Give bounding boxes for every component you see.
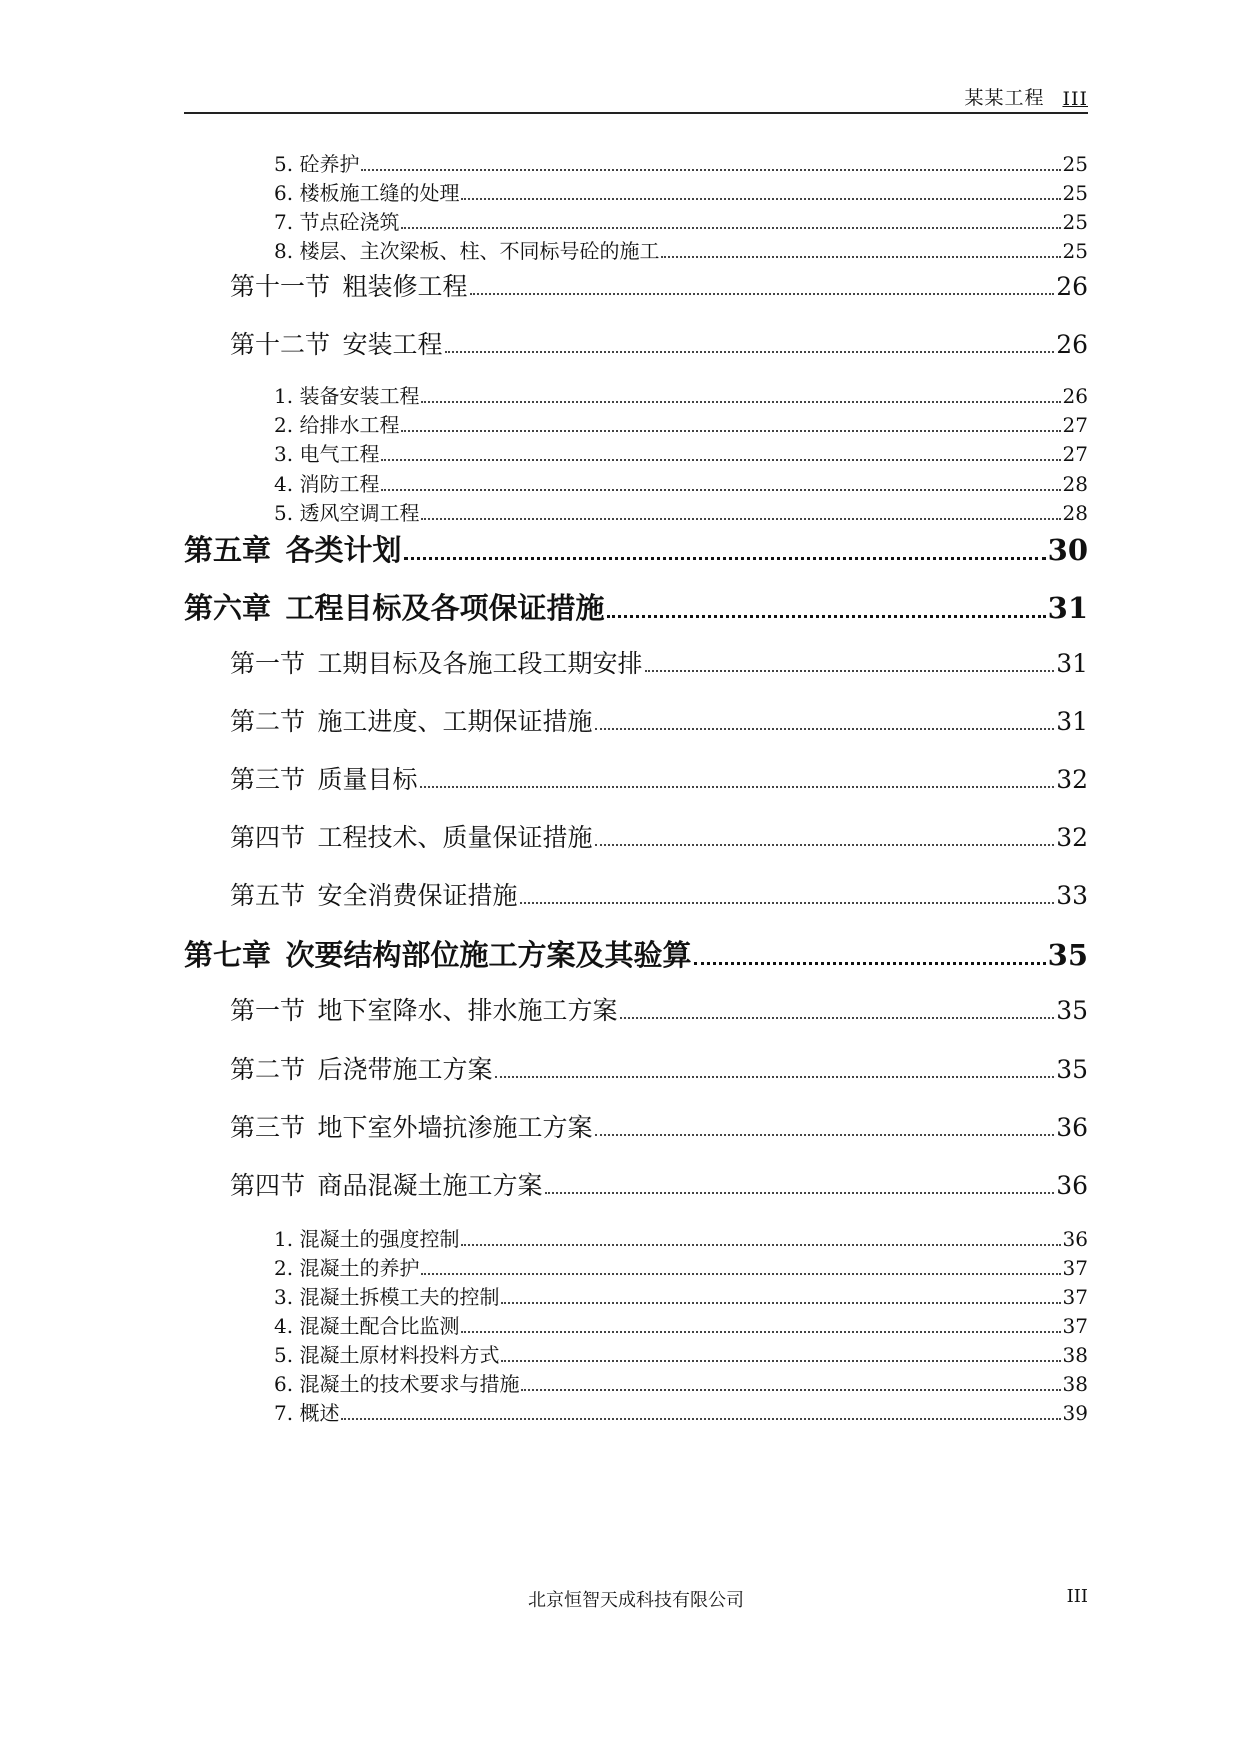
toc-entry-level2[interactable] [184, 267, 1088, 303]
toc-entry-number: 第三节 [230, 1113, 306, 1142]
toc-entry-level2[interactable] [184, 325, 1088, 361]
toc-entry-page: 33 [1056, 881, 1088, 910]
dot-leader [361, 168, 1060, 171]
toc-entry-title [274, 177, 459, 206]
toc-entry-number: 3. [274, 1285, 294, 1309]
toc-entry-title [230, 1108, 593, 1144]
header-title: 某某工程 [964, 87, 1045, 109]
toc-entry-text: 混凝土的技术要求与措施 [299, 1372, 520, 1396]
toc-entry-text: 消防工程 [299, 472, 380, 496]
toc-entry-text: 混凝土原材料投料方式 [299, 1343, 500, 1367]
header-page-number: III [1062, 88, 1088, 110]
toc-entry-page: 38 [1062, 1343, 1088, 1367]
toc-entry-page: 27 [1062, 413, 1088, 437]
toc-entry-title [274, 148, 359, 177]
dot-leader [401, 226, 1060, 229]
toc-entry-title [230, 325, 443, 361]
toc-entry-title [274, 206, 399, 235]
dot-leader [341, 1417, 1060, 1420]
toc-entry-title [274, 1281, 499, 1310]
toc-entry-text: 工期目标及各施工段工期安排 [317, 649, 643, 678]
toc-entry-level2[interactable] [184, 702, 1088, 738]
dot-leader [645, 669, 1055, 672]
toc-entry-level3[interactable] [184, 148, 1088, 177]
toc-entry-title [274, 1339, 499, 1368]
toc-entry-number: 1. [274, 1227, 294, 1251]
dot-leader [421, 1272, 1060, 1275]
toc-entry-page: 25 [1062, 181, 1088, 205]
toc-entry-title [274, 235, 659, 264]
toc-entry-number: 7. [274, 1401, 294, 1425]
toc-entry-level3[interactable] [184, 497, 1088, 526]
toc-entry-number: 4. [274, 472, 294, 496]
toc-entry-text: 后浇带施工方案 [317, 1055, 493, 1084]
toc-entry-number: 第十二节 [230, 330, 331, 359]
toc-entry-page: 35 [1047, 938, 1088, 972]
page-header [184, 86, 1088, 114]
dot-leader [545, 1191, 1055, 1194]
toc-entry-title [184, 933, 692, 974]
dot-leader [461, 1243, 1060, 1246]
toc-entry-number: 第一节 [230, 649, 306, 678]
toc-entry-level2[interactable] [184, 1166, 1088, 1202]
toc-entry-level3[interactable] [184, 1281, 1088, 1310]
toc-entry-text: 给排水工程 [299, 413, 400, 437]
toc-entry-title [230, 991, 618, 1027]
toc-entry-text: 透风空调工程 [299, 501, 420, 525]
toc-entry-number: 4. [274, 1314, 294, 1338]
toc-entry-page: 37 [1062, 1256, 1088, 1280]
toc-entry-title [274, 409, 399, 438]
toc-entry-level3[interactable] [184, 1310, 1088, 1339]
toc-entry-text: 安装工程 [342, 330, 443, 359]
dot-leader [520, 901, 1055, 904]
dot-leader [694, 961, 1046, 965]
toc-entry-text: 装备安装工程 [299, 384, 420, 408]
toc-entry-text: 商品混凝土施工方案 [317, 1171, 543, 1200]
toc-entry-number: 第六章 [184, 591, 272, 625]
toc-entry-page: 38 [1062, 1372, 1088, 1396]
dot-leader [595, 1133, 1055, 1136]
toc-entry-page: 25 [1062, 210, 1088, 234]
toc-entry-number: 8. [274, 239, 294, 263]
toc-entry-title [274, 468, 379, 497]
toc-entry-level1[interactable] [184, 933, 1088, 974]
toc-entry-number: 6. [274, 181, 294, 205]
toc-entry-title [230, 876, 518, 912]
toc-entry-text: 地下室外墙抗渗施工方案 [317, 1113, 593, 1142]
dot-leader [461, 1330, 1060, 1333]
toc-entry-title [230, 644, 643, 680]
toc-entry-page: 27 [1062, 442, 1088, 466]
toc-entry-page: 36 [1056, 1171, 1088, 1200]
toc-entry-page: 25 [1062, 152, 1088, 176]
footer-page-number: III [1066, 1586, 1088, 1607]
toc-entry-text: 楼板施工缝的处理 [299, 181, 460, 205]
dot-leader [404, 556, 1046, 560]
footer-company: 北京恒智天成科技有限公司 [528, 1590, 744, 1611]
toc-entry-page: 26 [1062, 384, 1088, 408]
toc-entry-text: 地下室降水、排水施工方案 [317, 996, 618, 1025]
toc-entry-level2[interactable] [184, 876, 1088, 912]
toc-entry-level1[interactable] [184, 528, 1088, 569]
dot-leader [521, 1388, 1060, 1391]
toc-entry-title [230, 1050, 493, 1086]
toc-entry-title [274, 1397, 339, 1426]
toc-entry-title [184, 528, 402, 569]
toc-entry-level2[interactable] [184, 1108, 1088, 1144]
toc-entry-text: 混凝土配合比监测 [299, 1314, 460, 1338]
toc-entry-page: 36 [1062, 1227, 1088, 1251]
toc-entry-page: 32 [1056, 823, 1088, 852]
toc-entry-level3[interactable] [184, 409, 1088, 438]
toc-entry-page: 31 [1056, 649, 1088, 678]
dot-leader [445, 350, 1055, 353]
toc-entry-number: 第二节 [230, 707, 306, 736]
toc-entry-text: 质量目标 [317, 765, 418, 794]
toc-entry-text: 次要结构部位施工方案及其验算 [285, 938, 692, 972]
dot-leader [495, 1075, 1055, 1078]
toc-entry-number: 1. [274, 384, 294, 408]
toc-entry-title [230, 267, 468, 303]
toc-entry-page: 32 [1056, 765, 1088, 794]
toc-entry-page: 28 [1062, 501, 1088, 525]
dot-leader [620, 1016, 1055, 1019]
toc-entry-text: 施工进度、工期保证措施 [317, 707, 593, 736]
toc-entry-page: 25 [1062, 239, 1088, 263]
toc-entry-number: 第五节 [230, 881, 306, 910]
dot-leader [501, 1301, 1060, 1304]
toc-entry-number: 第二节 [230, 1055, 306, 1084]
toc-entry-page: 30 [1047, 533, 1088, 567]
dot-leader [421, 400, 1060, 403]
toc-entry-level3[interactable] [184, 438, 1088, 467]
dot-leader [661, 255, 1060, 258]
toc-entry-number: 第四节 [230, 823, 306, 852]
toc-entry-number: 第一节 [230, 996, 306, 1025]
toc-entry-page: 37 [1062, 1314, 1088, 1338]
toc-entry-title [274, 497, 419, 526]
toc-entry-level3[interactable] [184, 1368, 1088, 1397]
toc-entry-level3[interactable] [184, 468, 1088, 497]
toc-entry-number: 2. [274, 1256, 294, 1280]
toc-entry-text: 概述 [299, 1401, 340, 1425]
toc-entry-page: 28 [1062, 472, 1088, 496]
toc-entry-number: 7. [274, 210, 294, 234]
toc-entry-title [230, 1166, 543, 1202]
toc-entry-page: 31 [1056, 707, 1088, 736]
toc-entry-title [274, 1368, 519, 1397]
toc-entry-level2[interactable] [184, 991, 1088, 1027]
dot-leader [607, 614, 1046, 618]
toc-entry-number: 3. [274, 442, 294, 466]
toc-entry-level2[interactable] [184, 760, 1088, 796]
toc-entry-text: 楼层、主次梁板、柱、不同标号砼的施工 [299, 239, 660, 263]
toc-entry-text: 电气工程 [299, 442, 380, 466]
toc-entry-text: 工程目标及各项保证措施 [285, 591, 605, 625]
dot-leader [595, 727, 1055, 730]
toc-entry-page: 35 [1056, 996, 1088, 1025]
toc-entry-level3[interactable] [184, 1223, 1088, 1252]
toc-entry-level2[interactable] [184, 818, 1088, 854]
toc-entry-number: 第七章 [184, 938, 272, 972]
dot-leader [501, 1359, 1060, 1362]
toc-entry-text: 混凝土拆模工夫的控制 [299, 1285, 500, 1309]
toc-entry-level3[interactable] [184, 380, 1088, 409]
dot-leader [595, 843, 1055, 846]
toc-entry-title [274, 1252, 419, 1281]
toc-entry-number: 5. [274, 501, 294, 525]
dot-leader [421, 517, 1060, 520]
toc-entry-number: 第五章 [184, 533, 272, 567]
toc-entry-title [274, 380, 419, 409]
toc-entry-text: 各类计划 [285, 533, 402, 567]
toc-entry-text: 安全消费保证措施 [317, 881, 518, 910]
toc-entry-title [274, 438, 379, 467]
toc-entry-text: 粗装修工程 [342, 272, 468, 301]
toc-entry-level2[interactable] [184, 644, 1088, 680]
toc-entry-level3[interactable] [184, 206, 1088, 235]
toc-entry-text: 工程技术、质量保证措施 [317, 823, 593, 852]
page-footer [184, 1586, 1088, 1614]
toc-entry-title [230, 818, 593, 854]
toc-entry-level2[interactable] [184, 1050, 1088, 1086]
toc-entry-number: 5. [274, 152, 294, 176]
toc-entry-page: 26 [1056, 272, 1088, 301]
toc-entry-page: 39 [1062, 1401, 1088, 1425]
dot-leader [381, 488, 1060, 491]
toc-entry-page: 36 [1056, 1113, 1088, 1142]
toc-entry-number: 第十一节 [230, 272, 331, 301]
dot-leader [470, 292, 1055, 295]
toc-entry-number: 第三节 [230, 765, 306, 794]
toc-entry-title [230, 702, 593, 738]
toc-entry-number: 5. [274, 1343, 294, 1367]
toc-entry-text: 混凝土的强度控制 [299, 1227, 460, 1251]
toc-entry-level3[interactable] [184, 235, 1088, 264]
toc-entry-level3[interactable] [184, 1339, 1088, 1368]
toc-entry-title [274, 1310, 459, 1339]
toc-entry-level3[interactable] [184, 177, 1088, 206]
toc-entry-title [274, 1223, 459, 1252]
dot-leader [420, 785, 1055, 788]
toc-entry-number: 第四节 [230, 1171, 306, 1200]
toc-entry-level3[interactable] [184, 1252, 1088, 1281]
toc-entry-title [230, 760, 418, 796]
dot-leader [461, 197, 1060, 200]
toc-entry-level3[interactable] [184, 1397, 1088, 1426]
toc-entry-page: 31 [1047, 591, 1088, 625]
toc-entry-text: 节点砼浇筑 [299, 210, 400, 234]
toc-entry-page: 26 [1056, 330, 1088, 359]
toc-entry-text: 砼养护 [299, 152, 360, 176]
toc-entry-number: 2. [274, 413, 294, 437]
toc-entry-page: 37 [1062, 1285, 1088, 1309]
toc-entry-title [184, 586, 605, 627]
toc-entry-page: 35 [1056, 1055, 1088, 1084]
dot-leader [401, 429, 1060, 432]
dot-leader [381, 458, 1060, 461]
toc-entry-level1[interactable] [184, 586, 1088, 627]
toc-entry-text: 混凝土的养护 [299, 1256, 420, 1280]
toc-entry-number: 6. [274, 1372, 294, 1396]
